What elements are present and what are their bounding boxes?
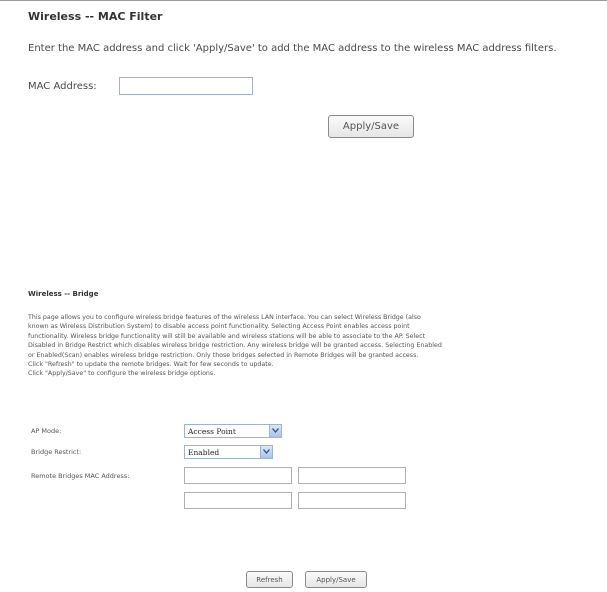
chevron-down-icon[interactable] xyxy=(260,446,272,458)
bridge-description-line: known as Wireless Distribution System) to disable access point functionality. Selecting Access Point enables access point xyxy=(28,323,410,331)
bridge-description-line: Disabled in Bridge Restrict which disables wireless bridge restriction. Any wireless bridge will be granted access. Selecting Enabled xyxy=(28,342,442,350)
ap-mode-selected-value: Access Point xyxy=(188,427,236,436)
mac-address-input[interactable] xyxy=(119,77,253,95)
remote-bridge-mac-input-2[interactable] xyxy=(298,467,406,484)
mac-filter-title: Wireless -- MAC Filter xyxy=(28,10,163,23)
bridge-description-line: This page allows you to configure wireless bridge features of the wireless LAN interface. You can select Wireless Bridge (also xyxy=(28,314,421,321)
bridge-restrict-selected-value: Enabled xyxy=(188,448,220,457)
bridge-description-line: or Enabled(Scan) enables wireless bridge restriction. Only those bridges selected in Remote Bridges will be granted access. xyxy=(28,351,419,359)
ap-mode-label: AP Mode: xyxy=(31,427,62,435)
remote-bridge-mac-input-4[interactable] xyxy=(298,492,406,509)
refresh-button[interactable]: Refresh xyxy=(246,571,293,588)
apply-save-button[interactable]: Apply/Save xyxy=(328,115,414,138)
bridge-restrict-select[interactable] xyxy=(184,445,273,459)
top-divider xyxy=(0,0,607,1)
bridge-description-line: Click "Apply/Save" to configure the wireless bridge options. xyxy=(28,370,216,378)
bridge-restrict-label: Bridge Restrict: xyxy=(31,448,82,456)
bridge-description-line: Click "Refresh" to update the remote bridges. Wait for few seconds to update. xyxy=(28,361,274,369)
bridge-apply-save-button[interactable]: Apply/Save xyxy=(305,571,367,588)
chevron-down-icon[interactable] xyxy=(269,425,281,437)
remote-bridge-mac-input-1[interactable] xyxy=(184,467,292,484)
ap-mode-select[interactable] xyxy=(184,424,282,438)
bridge-description-line: functionality. Wireless bridge functionality will still be available and wireless stations will be able to associate to the AP. Select xyxy=(28,332,426,340)
mac-address-label: MAC Address: xyxy=(28,81,97,92)
bridge-title: Wireless -- Bridge xyxy=(28,290,99,298)
remote-bridges-label: Remote Bridges MAC Address: xyxy=(31,472,130,480)
remote-bridge-mac-input-3[interactable] xyxy=(184,492,292,509)
mac-filter-instructions: Enter the MAC address and click 'Apply/Save' to add the MAC address to the wireless MAC address filters. xyxy=(28,43,557,54)
bridge-description xyxy=(28,313,588,379)
